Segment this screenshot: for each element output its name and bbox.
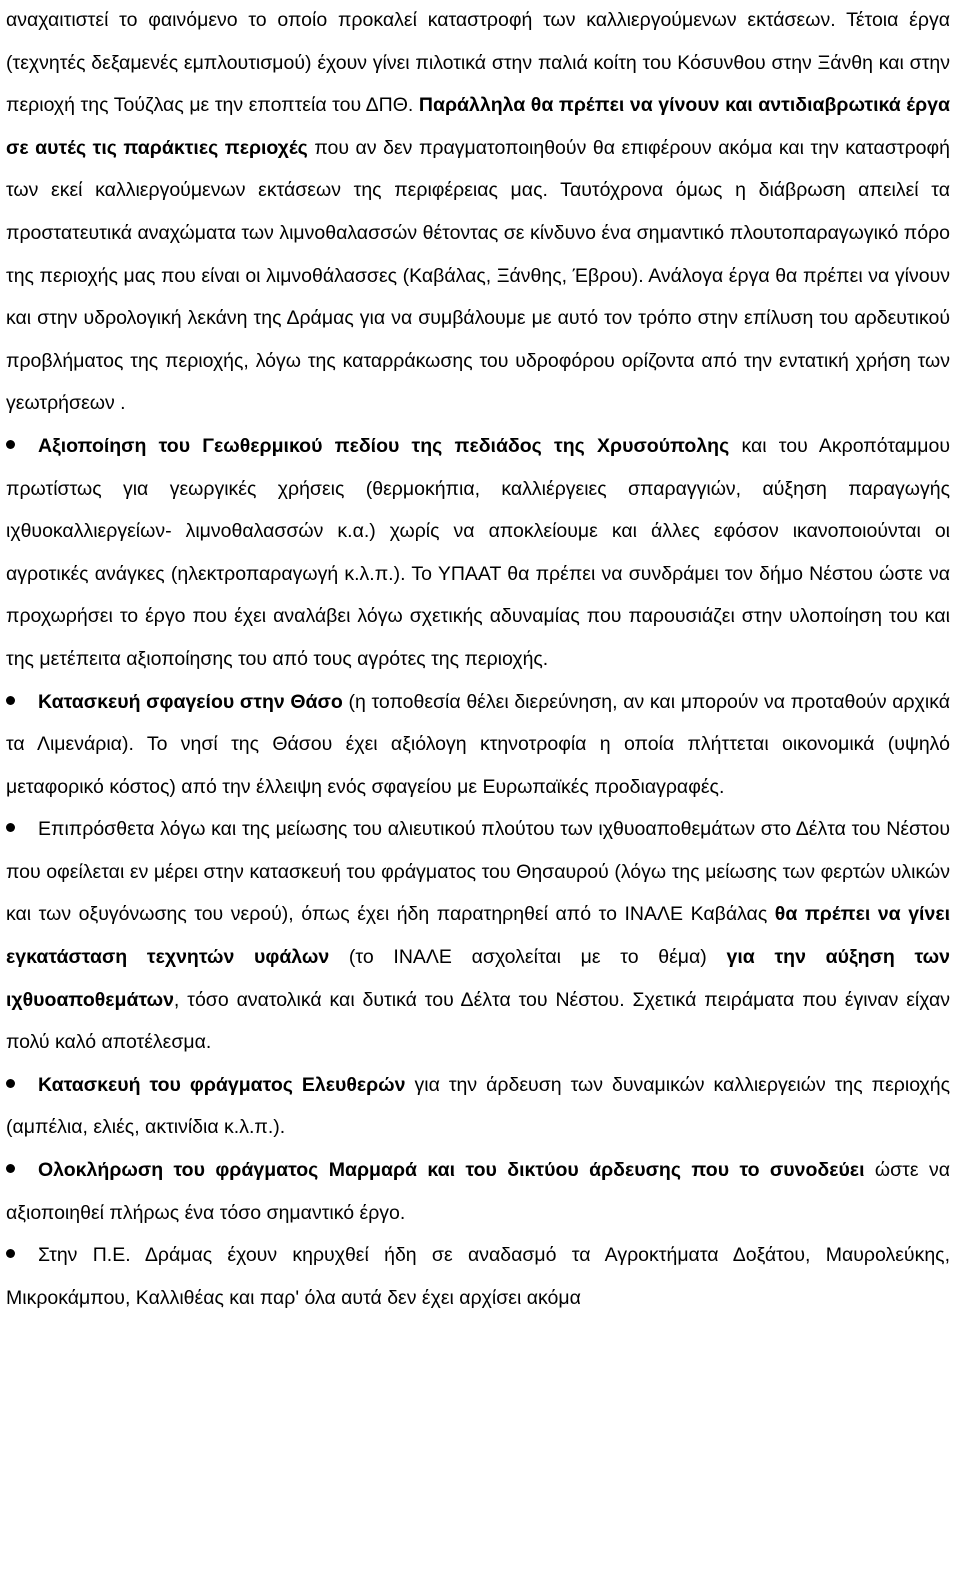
bullet-bold-1: Κατασκευή σφαγείου στην Θάσο [38,690,343,713]
intro-paragraph [6,0,950,425]
bullet-text-1: ώστε να αξιοποιηθεί πλήρως ένα τόσο σημαντικό έργο. [6,1159,950,1224]
bullet-item-eleftheron-dam [6,1064,950,1149]
bullet-bold-1: Κατασκευή του φράγματος Ελευθερών [38,1073,406,1096]
bullet-item-geothermal [6,425,950,681]
bullet-bold-1: Αξιοποίηση του Γεωθερμικού πεδίου της πεδιάδος της Χρυσούπολης [38,434,730,457]
bullet-paragraph [6,1064,950,1149]
bullet-dot-icon [6,696,15,705]
bullet-item-land-consolidation [6,1234,950,1319]
bullet-bold-2: για την αύξηση των ιχθυοαποθεμάτων [6,946,950,1011]
bullet-paragraph [6,1234,950,1319]
intro-bold-1: Παράλληλα θα πρέπει να γίνουν και αντιδιαβρωτικά έργα σε αυτές τις παράκτιες περιοχές [6,94,950,159]
bullet-item-reefs [6,808,950,1064]
bullet-text-1: Στην Π.Ε. Δράμας έχουν κηρυχθεί ήδη σε αναδασμό τα Αγροκτήματα Δοξάτου, Μαυρολεύκης, Μικροκάμπου, Καλλιθέας και παρ' όλα αυτά δεν έχει αρχίσει ακόμα [6,1244,950,1309]
bullet-text-1: (η τοποθεσία θέλει διερεύνηση, αν και μπορούν να προταθούν αρχικά τα Λιμενάρια). Το νησί της Θάσου έχει αξιόλογη κτηνοτροφία η οποία πλήττεται οικονομικά (υψηλό μεταφορικό κόστος) από την έλλειψη ενός σφαγείου με Ευρωπαϊκές προδιαγραφές. [6,690,950,798]
bullet-paragraph [6,808,950,1064]
bullet-text-1: για την άρδευση των δυναμικών καλλιεργειών της περιοχής (αμπέλια, ελιές, ακτινίδια κ.λ.π.). [6,1073,951,1139]
bullet-paragraph [6,681,950,809]
bullet-paragraph [6,425,950,681]
intro-text-2: που αν δεν πραγματοποιηθούν θα επιφέρουν ακόμα και την καταστροφή των εκεί καλλιεργούμενων εκτάσεων της περιφέρειας μας. Ταυτόχρονα όμως η διάβρωση απειλεί τα προστατευτικά αναχώματα των λιμνοθαλασσών θέτοντας σε κίνδυνο ένα σημαντικό πλουτοπαραγωγικό πόρο της περιοχής μας που είναι οι λιμνοθάλασσες (Καβάλας, Ξάνθης, Έβρου). Ανάλογα έργα θα πρέπει να γίνουν και στην υδρολογική λεκάνη της Δράμας για να συμβάλουμε με αυτό τον τρόπο στην επίλυση του αρδευτικού προβλήματος της περιοχής, λόγω της καταρράκωσης του υδροφόρου ορίζοντα από την εντατική χρήση των γεωτρήσεων . [6,136,950,415]
bullet-text-2: (το ΙΝΑΛΕ ασχολείται με το θέμα) [329,946,727,969]
bullet-dot-icon [6,1079,15,1088]
bullet-dot-icon [6,440,15,449]
bullet-text-1: και του Ακροπόταμμου πρωτίστως για γεωργικές χρήσεις (θερμοκήπια, καλλιέργειες σπαραγγιών, αύξηση παραγωγής ιχθυοκαλλιεργείων- λιμνοθαλασσών κ.α.) χωρίς να αποκλείουμε και άλλες εφόσον ικανοποιούνται οι αγροτικές ανάγκες (ηλεκτροπαραγωγή κ.λ.π.). Το ΥΠΑΑΤ θα πρέπει να συνδράμει τον δήμο Νέστου ώστε να προχωρήσει το έργο που έχει αναλάβει λόγω σχετικής αδυναμίας που παρουσιάζει στην υλοποίηση του και της μετέπειτα αξιοποίησης του από τους αγρότες της περιοχής. [6,434,951,670]
bullet-bold-1: θα πρέπει να γίνει εγκατάσταση τεχνητών υφάλων [6,903,950,969]
bullet-item-marmara-dam [6,1149,950,1234]
bullet-item-slaughterhouse [6,681,950,809]
bullet-dot-icon [6,1164,15,1173]
bullet-paragraph [6,1149,950,1234]
bullet-bold-1: Ολοκλήρωση του φράγματος Μαρμαρά και του δικτύου άρδευσης που το συνοδεύει [38,1159,865,1182]
intro-text-1: αναχαιτιστεί το φαινόμενο το οποίο προκαλεί καταστροφή των καλλιεργούμενων εκτάσεων. Τέτοια έργα (τεχνητές δεξαμενές εμπλουτισμού) έχουν γίνει πιλοτικά στην παλιά κοίτη του Κόσυνθου στην Ξάνθη και στην περιοχή της Τούζλας με την εποπτεία του ΔΠΘ. [6,9,950,117]
bullet-text-1: Επιπρόσθετα λόγω και της μείωσης του αλιευτικού πλούτου των ιχθυοαποθεμάτων στο Δέλτα του Νέστου που οφείλεται εν μέρει στην κατασκευή του φράγματος του Θησαυρού (λόγω της μείωσης των φερτών υλικών και των οξυγόνωσης του νερού), όπως έχει ήδη παρατηρηθεί από το ΙΝΑΛΕ Καβάλας [6,818,950,926]
bullet-text-3: , τόσο ανατολικά και δυτικά του Δέλτα του Νέστου. Σχετικά πειράματα που έγιναν είχαν πολύ καλό αποτέλεσμα. [6,988,950,1054]
